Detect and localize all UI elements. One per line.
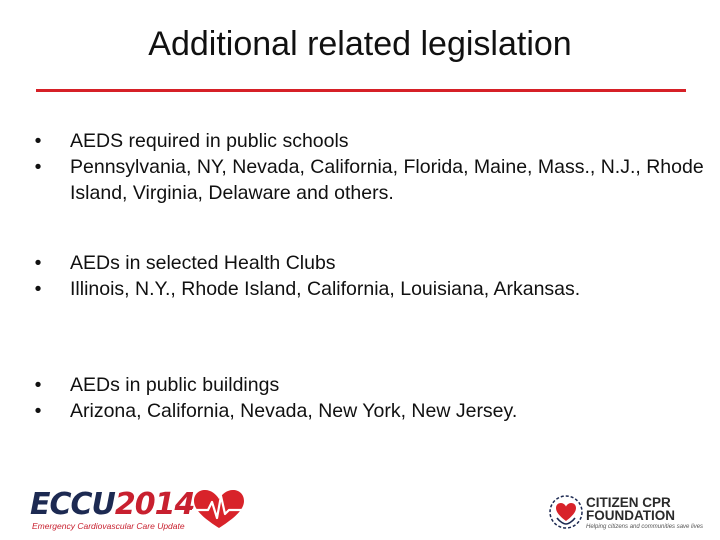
bullet-dot: • (34, 400, 42, 422)
bullet-item (28, 250, 708, 276)
eccu-wordmark (30, 488, 194, 522)
cpr-tagline: Helping citizens and communities save lives (586, 524, 704, 530)
bullet-item (28, 128, 708, 154)
bullet-item (28, 398, 708, 424)
bullet-item (28, 154, 708, 206)
bullet-text: AEDs in public buildings (70, 374, 280, 396)
citizen-cpr-foundation-logo (548, 494, 704, 534)
bullet-item (28, 372, 708, 398)
eccu-wordmark-part2: 2014 (114, 487, 195, 522)
heart-ecg-icon (190, 488, 248, 532)
bullet-item (28, 276, 708, 302)
eccu-wordmark-part1: ECCU (30, 487, 115, 522)
title-underline (36, 89, 686, 92)
cpr-line2: FOUNDATION (586, 508, 675, 523)
bullet-dot: • (34, 130, 42, 152)
slide-title: Additional related legislation (148, 25, 572, 63)
bullet-dot: • (34, 156, 42, 178)
bullet-text: Illinois, N.Y., Rhode Island, California, Louisiana, Arkansas. (70, 278, 581, 300)
bullet-text: Arizona, California, Nevada, New York, New Jersey. (70, 400, 518, 422)
bullet-dot: • (34, 374, 42, 396)
eccu-tagline: Emergency Cardiovascular Care Update (32, 521, 185, 531)
bullet-dot: • (34, 278, 42, 300)
eccu-2014-logo (30, 488, 230, 534)
bullet-text: AEDs in selected Health Clubs (70, 252, 336, 274)
bullet-group-health-clubs (28, 250, 708, 302)
bullet-dot: • (34, 252, 42, 274)
cpr-line1: CITIZEN CPR (586, 495, 671, 510)
bullet-text: AEDS required in public schools (70, 130, 349, 152)
heart-hands-emblem-icon (548, 494, 584, 530)
bullet-text: Pennsylvania, NY, Nevada, California, Florida, Maine, Mass., N.J., Rhode Island, Virginia, Delaware and others. (70, 156, 704, 204)
bullet-group-schools (28, 128, 708, 206)
bullet-group-public-buildings (28, 372, 708, 424)
